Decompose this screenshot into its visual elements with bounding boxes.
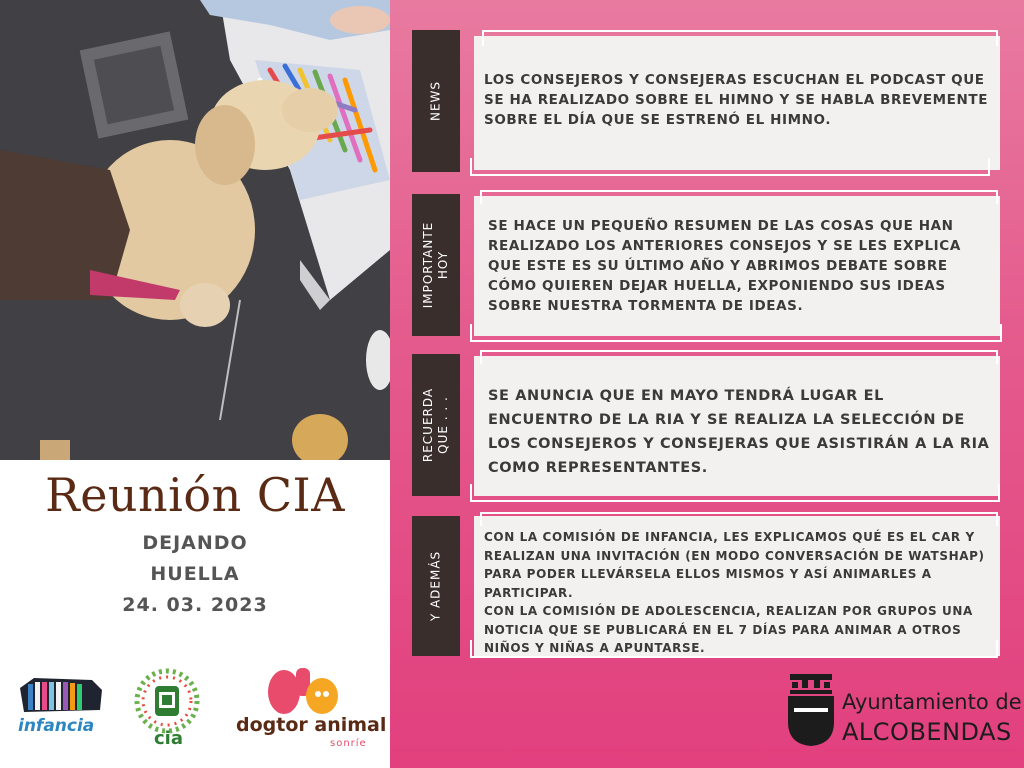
importante-hoy-text: SE HACE UN PEQUEÑO RESUMEN DE LAS COSAS QUE HAN REALIZADO LOS ANTERIORES CONSEJOS Y SE LES EXPLICA QUE ESTE ES SU ÚLTIMO AÑO Y ABRIMOS DEBATE SOBRE CÓMO QUIEREN DEJAR HUELLA, EXPONIENDO SUS IDEAS SOBRE NUESTRA TORMENTA DE IDEAS. — [488, 218, 961, 314]
news-category-label: NEWS — [428, 80, 443, 122]
cia-logo-text: cia — [154, 728, 183, 749]
infancia-logo-text: infancia — [18, 716, 95, 736]
recuerda-label-line2: QUE . . . — [436, 396, 450, 454]
importante-label-line1: IMPORTANTE — [421, 221, 435, 309]
alcobendas-text: ALCOBENDAS — [842, 718, 1012, 746]
subtitle-line2: HUELLA — [150, 563, 240, 585]
subtitle-line1: DEJANDO — [142, 532, 248, 554]
news-category — [412, 30, 460, 172]
cia-logo — [128, 668, 206, 752]
recuerda-que-text: SE ANUNCIA QUE EN MAYO TENDRÁ LUGAR EL ENCUENTRO DE LA RIA Y SE REALIZA LA SELECCIÓN DE LOS CONSEJEROS Y CONSEJERAS QUE ASISTIRÁN A LA RIA COMO REPRESENTANTES. — [488, 388, 990, 476]
dogtor-sonrie-text: sonríe — [330, 738, 367, 749]
recuerda-que-category — [412, 354, 460, 496]
importante-hoy-category — [412, 194, 460, 336]
recuerda-label-line1: RECUERDA — [421, 387, 435, 463]
y-ademas-paragraph-1: CON LA COMISIÓN DE INFANCIA, LES EXPLICAMOS QUÉ ES EL CAR Y REALIZAN UNA INVITACIÓN (EN MODO CONVERSACIÓN DE WATSHAP) PARA PODER LLEVÁRSELA ELLOS MISMOS Y ASÍ ANIMARLES A PARTICIPAR. — [484, 530, 985, 600]
alcobendas-shield-icon — [786, 672, 836, 748]
importante-label-line2: HOY — [436, 250, 450, 280]
dogtor-animal-logo — [234, 664, 387, 754]
y-ademas-text — [484, 528, 994, 658]
y-ademas-category — [412, 516, 460, 656]
page-title: Reunión CIA — [45, 468, 345, 522]
dogtor-animal-text: dogtor animal — [236, 714, 387, 736]
recuerda-que-category-label — [421, 388, 451, 462]
news-text: LOS CONSEJEROS Y CONSEJERAS ESCUCHAN EL PODCAST QUE SE HA REALIZADO SOBRE EL HIMNO Y SE HABLA BREVEMENTE SOBRE EL DÍA QUE SE ESTRENÓ EL HIMNO. — [484, 72, 989, 128]
meeting-photo — [0, 0, 390, 460]
y-ademas-paragraph-2: CON LA COMISIÓN DE ADOLESCENCIA, REALIZAN POR GRUPOS UNA NOTICIA QUE SE PUBLICARÁ EN EL 7 DÍAS PARA ANIMAR A OTROS NIÑOS Y NIÑAS A APUNTARSE. — [484, 604, 973, 655]
ayuntamiento-text: Ayuntamiento de — [842, 690, 1022, 714]
y-ademas-category-label: Y ADEMÁS — [428, 550, 443, 622]
infancia-logo — [14, 672, 106, 742]
importante-hoy-category-label — [421, 222, 451, 309]
meeting-date: 24. 03. 2023 — [122, 594, 268, 616]
